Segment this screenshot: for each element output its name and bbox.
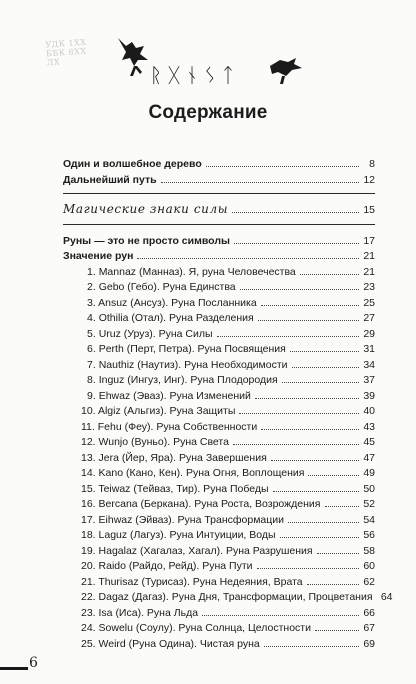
dot-leader xyxy=(206,156,359,167)
toc-page-number: 21 xyxy=(363,265,375,278)
toc-page-number: 31 xyxy=(363,343,375,355)
toc-entry xyxy=(63,233,375,249)
raven-left-icon xyxy=(118,38,148,76)
toc-entry-label: Ehwaz (Эваз). Руна Изменений xyxy=(98,389,251,402)
toc-entry-title xyxy=(63,528,276,544)
toc-page-number: 12 xyxy=(363,173,375,186)
toc-entry-label: Jera (Йер, Яра). Руна Завершения xyxy=(98,451,267,464)
dot-leader xyxy=(232,202,359,213)
toc-entry-label: Gebo (Гебо). Руна Единства xyxy=(98,281,236,293)
dot-leader xyxy=(202,605,359,616)
toc-page-number: 17 xyxy=(363,234,375,247)
page-folio xyxy=(0,655,40,671)
toc-entry-label: Fehu (Феу). Руна Собственности xyxy=(97,420,258,433)
toc-entry-number: 15. xyxy=(81,482,99,495)
toc-entry xyxy=(63,156,375,172)
toc-entry-title xyxy=(63,451,267,467)
toc-entry-number: 5. xyxy=(87,327,99,340)
toc-rune-entry xyxy=(63,326,375,342)
toc-page-number: 39 xyxy=(363,389,375,402)
dot-leader xyxy=(233,434,359,445)
toc-rune-entry xyxy=(63,574,375,590)
toc-entry-number: 2. xyxy=(87,281,99,293)
toc-rune-entry xyxy=(63,605,375,621)
toc-entry xyxy=(63,172,375,188)
toc-page-number: 56 xyxy=(363,529,375,541)
toc-page-number: 37 xyxy=(363,374,375,386)
toc-entry-title xyxy=(63,342,286,358)
toc-entry-label: Othilia (Отал). Руна Разделения xyxy=(98,312,254,324)
toc-entry-title xyxy=(63,311,254,327)
toc-entry-label: Uruz (Уруз). Руна Силы xyxy=(98,327,213,340)
dot-leader xyxy=(258,310,359,321)
dot-leader xyxy=(137,248,359,259)
toc-page-number: 25 xyxy=(363,296,375,309)
faint-catalog-text: УДК 1ХХ ББК 8ХХ ЛХ xyxy=(45,37,87,68)
toc-rune-entry xyxy=(63,589,393,605)
toc-entry-number: 18. xyxy=(81,529,99,541)
toc-entry-title xyxy=(63,559,253,575)
toc-entry-number: 22. xyxy=(81,591,99,603)
toc-rune-entry xyxy=(63,372,375,388)
toc-entry-label: Isa (Иса). Руна Льда xyxy=(98,606,199,619)
toc-rune-entry xyxy=(63,527,375,543)
toc-page-number: 47 xyxy=(363,451,375,464)
toc-rune-entry xyxy=(63,341,375,357)
toc-entry-title xyxy=(63,435,229,451)
toc-entry-title xyxy=(63,606,198,622)
toc-entry-title xyxy=(63,466,304,482)
toc-entry-number: 19. xyxy=(81,544,99,557)
toc-page-number: 40 xyxy=(363,405,375,417)
toc-entry-label: Hagalaz (Хагалаз, Хагал). Руна Разрушения xyxy=(98,544,313,557)
toc-entry-number: 11. xyxy=(81,420,98,433)
toc-entry-number: 17. xyxy=(81,513,99,526)
dot-leader xyxy=(271,450,359,461)
toc-entry-number: 20. xyxy=(81,560,99,572)
toc-entry-title: Дальнейший путь xyxy=(63,173,157,186)
toc-entry-number: 3. xyxy=(87,296,99,309)
toc-rune-entry xyxy=(63,465,375,481)
dot-leader xyxy=(308,465,359,476)
page-number: 6 xyxy=(29,655,38,671)
toc-entry-number: 10. xyxy=(81,405,98,417)
toc-page-number: 34 xyxy=(363,358,375,371)
toc-page-number: 58 xyxy=(363,544,375,557)
toc-section-heading xyxy=(63,202,375,218)
toc-page-number: 21 xyxy=(363,250,375,262)
toc-entry-title: Один и волшебное дерево xyxy=(63,158,202,170)
dot-leader xyxy=(264,636,359,647)
toc-entry-label: Wunjo (Вуньо). Руна Света xyxy=(98,436,229,448)
toc-page-number: 60 xyxy=(363,560,375,572)
toc-rune-entry xyxy=(63,512,375,528)
toc-page-number: 62 xyxy=(363,575,375,588)
dot-leader xyxy=(240,279,359,290)
toc-rune-entry xyxy=(63,434,375,450)
toc-entry-title xyxy=(63,637,260,653)
toc-page-number: 66 xyxy=(363,606,375,619)
toc-page-number: 45 xyxy=(363,436,375,448)
toc-rune-entry xyxy=(63,450,375,466)
dot-leader xyxy=(315,620,359,631)
toc-page-number: 54 xyxy=(363,513,375,526)
toc-entry-number: 24. xyxy=(81,622,99,634)
dot-leader xyxy=(255,388,359,399)
toc-entry-number: 16. xyxy=(81,498,99,510)
toc-entry-title xyxy=(63,497,321,513)
toc-rune-entry xyxy=(63,481,375,497)
toc-entry-label: Dagaz (Дагаз). Руна Дня, Трансформации, Процветания xyxy=(98,591,373,603)
toc-entry-title: Значение рун xyxy=(63,250,134,262)
toc-entry-number: 4. xyxy=(87,312,99,324)
toc-page-number: 67 xyxy=(363,622,375,634)
dot-leader xyxy=(282,372,359,383)
toc-rune-entry xyxy=(63,388,375,404)
toc-entry-title xyxy=(63,373,278,389)
toc-entry-title xyxy=(63,482,269,498)
table-of-contents xyxy=(63,156,393,651)
toc-rune-entry xyxy=(63,310,375,326)
folio-bar xyxy=(0,667,28,670)
toc-entry-number: 6. xyxy=(87,343,99,355)
toc-entry-number: 1. xyxy=(87,265,99,278)
toc-rune-entry xyxy=(63,558,375,574)
toc-entry-number: 8. xyxy=(87,374,99,386)
dot-leader xyxy=(307,574,359,585)
toc-entry-label: Inguz (Ингуз, Инг). Руна Плодородия xyxy=(98,374,278,386)
dot-leader xyxy=(239,403,359,414)
toc-entry-title xyxy=(63,327,213,343)
toc-page-number: 23 xyxy=(363,281,375,293)
toc-entry-label: Algiz (Альгиз). Руна Защиты xyxy=(97,405,236,417)
toc-entry-label: Raido (Райдо, Рейд). Руна Пути xyxy=(98,560,253,572)
toc-entry-label: Mannaz (Манназ). Я, руна Человечества xyxy=(98,265,296,278)
toc-entry-number: 9. xyxy=(87,389,99,402)
toc-entry-label: Eihwaz (Эйваз). Руна Трансформации xyxy=(98,513,284,526)
page-title: Содержание xyxy=(148,102,268,123)
dot-leader xyxy=(161,172,359,183)
toc-rune-entry xyxy=(63,264,375,280)
toc-entry-label: Weird (Руна Одина). Чистая руна xyxy=(98,637,260,650)
toc-entry-label: Ansuz (Ансуз). Руна Посланника xyxy=(98,296,257,309)
toc-page-number: 8 xyxy=(369,158,375,170)
dot-leader xyxy=(217,326,359,337)
toc-entry-title xyxy=(63,296,257,312)
toc-page-number: 69 xyxy=(363,637,375,650)
dot-leader xyxy=(290,341,359,352)
divider xyxy=(63,224,375,225)
toc-entry-title xyxy=(63,590,373,606)
dot-leader xyxy=(234,233,359,244)
toc-entry-title xyxy=(63,265,296,281)
divider xyxy=(63,193,375,194)
toc-entry-label: Perth (Перт, Петра). Руна Посвящения xyxy=(98,343,286,355)
toc-entry-title xyxy=(63,389,251,405)
toc-entry-title xyxy=(63,575,303,591)
toc-entry-label: Bercana (Беркана). Руна Роста, Возрождения xyxy=(98,498,321,510)
toc-entry-number: 13. xyxy=(81,451,99,464)
toc-entry-label: Thurisaz (Турисаз). Руна Недеяния, Врата xyxy=(98,575,303,588)
dot-leader xyxy=(292,357,359,368)
toc-rune-entry xyxy=(63,403,375,419)
dot-leader xyxy=(300,264,359,275)
toc-rune-entry xyxy=(63,496,375,512)
toc-rune-entry xyxy=(63,620,375,636)
dot-leader xyxy=(288,512,359,523)
toc-entry-label: Nauthiz (Наутиз). Руна Необходимости xyxy=(98,358,288,371)
toc-page-number: 15 xyxy=(363,204,375,216)
toc-rune-entry xyxy=(63,279,375,295)
toc-rune-entry xyxy=(63,295,375,311)
toc-page-number: 27 xyxy=(363,312,375,324)
toc-entry-label: Laguz (Лагуз). Руна Интуиции, Воды xyxy=(98,529,276,541)
toc-entry-title xyxy=(63,420,257,436)
toc-entry-title: Магические знаки силы xyxy=(63,202,229,216)
toc-entry-number: 14. xyxy=(81,467,99,479)
dot-leader xyxy=(261,419,359,430)
dot-leader xyxy=(280,527,359,538)
header-ornament xyxy=(110,32,306,92)
toc-page-number: 64 xyxy=(380,591,393,603)
dot-leader xyxy=(261,295,359,306)
toc-entry-title: Руны — это не просто символы xyxy=(63,234,230,247)
toc-entry-number: 12. xyxy=(81,436,99,448)
toc-entry-title xyxy=(63,544,313,560)
toc-entry-label: Sowelu (Соулу). Руна Солнца, Целостности xyxy=(98,622,311,634)
dot-leader xyxy=(257,558,359,569)
toc-entry-title xyxy=(63,280,236,296)
toc-entry-number: 23. xyxy=(81,606,99,619)
dot-leader xyxy=(325,496,360,507)
rune-glyphs: ᚱᚷᚾᛊᛏ xyxy=(150,63,240,87)
toc-entry xyxy=(63,248,375,264)
toc-page-number: 52 xyxy=(363,498,375,510)
raven-right-icon xyxy=(270,58,302,84)
toc-entry-number: 25. xyxy=(81,637,99,650)
dot-leader xyxy=(273,481,359,492)
toc-entry-label: Kano (Кано, Кен). Руна Огня, Воплощения xyxy=(98,467,305,479)
toc-entry-title xyxy=(63,513,284,529)
toc-entry-number: 21. xyxy=(81,575,99,588)
dot-leader xyxy=(317,543,359,554)
toc-page-number: 43 xyxy=(363,420,375,433)
toc-rune-entry xyxy=(63,419,375,435)
toc-page-number: 50 xyxy=(363,482,375,495)
toc-entry-number: 7. xyxy=(87,358,99,371)
toc-rune-entry xyxy=(63,543,375,559)
toc-rune-entry xyxy=(63,636,375,652)
toc-entry-title xyxy=(63,621,311,637)
toc-entry-title xyxy=(63,404,235,420)
toc-entry-label: Teiwaz (Тейваз, Тир). Руна Победы xyxy=(98,482,269,495)
toc-page-number: 29 xyxy=(363,327,375,340)
toc-rune-entry xyxy=(63,357,375,373)
toc-page-number: 49 xyxy=(363,467,375,479)
toc-entry-title xyxy=(63,358,288,374)
